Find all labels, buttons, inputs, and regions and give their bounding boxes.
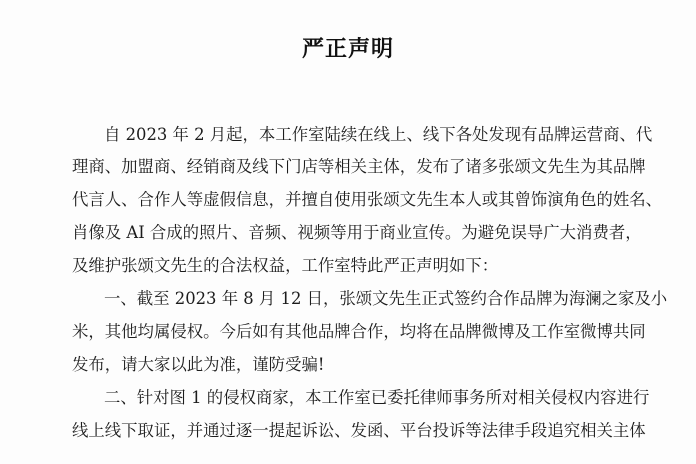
- paragraph-line: 米，其他均属侵权。今后如有其他品牌合作，均将在品牌微博及工作室微博共同: [72, 322, 646, 341]
- paragraph-line: 理商、加盟商、经销商及线下门店等相关主体，发布了诸多张颂文先生为其品牌: [72, 157, 646, 176]
- paragraph-line: 及维护张颂文先生的合法权益，工作室特此严正声明如下：: [72, 256, 499, 275]
- paragraph-line: 线上线下取证，并通过逐一提起诉讼、发函、平台投诉等法律手段追究相关主体: [72, 421, 646, 440]
- document-title: 严正声明: [301, 37, 394, 62]
- paragraph-line: 一、截至 2023 年 8 月 12 日，张颂文先生正式签约合作品牌为海澜之家及小: [104, 289, 668, 308]
- paragraph-line: 自 2023 年 2 月起，本工作室陆续在线上、线下各处发现有品牌运营商、代: [104, 125, 653, 144]
- paragraph-line: 二、针对图 1 的侵权商家，本工作室已委托律师事务所对相关侵权内容进行: [104, 388, 650, 407]
- paragraph-line: 发布，请大家以此为准，谨防受骗!: [72, 355, 325, 374]
- paragraph-line: 代言人、合作人等虚假信息，并擅自使用张颂文先生本人或其曾饰演角色的姓名、: [72, 190, 663, 209]
- paragraph-line: 肖像及 AI 合成的照片、音频、视频等用于商业宣传。为避免误导广大消费者，: [72, 223, 642, 242]
